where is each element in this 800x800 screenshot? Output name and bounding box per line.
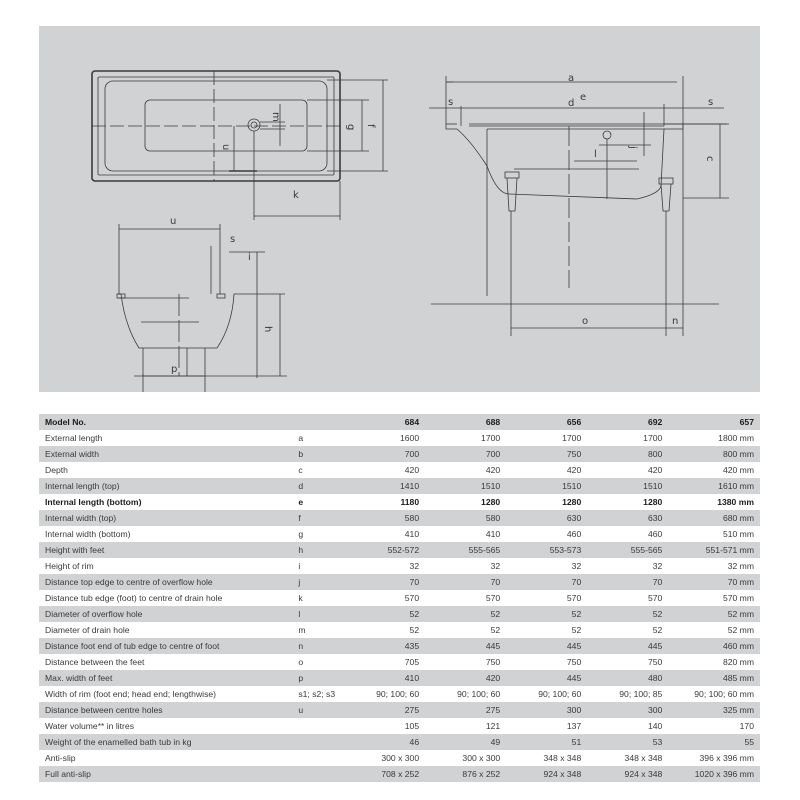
row-symbol: p — [294, 670, 360, 686]
header-label: Model No. — [39, 414, 294, 430]
dim-label-j: j — [627, 146, 638, 149]
row-value-model-1: 52 — [360, 606, 423, 622]
row-value-model-3: 52 — [571, 625, 582, 635]
row-value-model-5: 1610 mm — [666, 478, 760, 494]
row-value-model-3: 460 — [566, 529, 582, 539]
table-row — [39, 654, 760, 670]
row-label: External width — [39, 446, 294, 462]
row-symbol: h — [294, 542, 360, 558]
row-value-model-4: 1700 — [643, 433, 663, 443]
row-value-model-2: 1510 — [423, 478, 504, 494]
row-value-model-1: 46 — [360, 734, 423, 750]
dim-label-i: i — [248, 252, 251, 263]
row-symbol: j — [294, 574, 360, 590]
row-value-model-3: 924 x 348 — [504, 766, 585, 782]
dim-label-m: m — [270, 112, 281, 122]
row-label: Max. width of feet — [39, 670, 294, 686]
row-value-model-2: 275 — [423, 702, 504, 718]
row-value-model-5: 1020 x 396 mm — [666, 766, 760, 782]
row-value-model-4: 800 — [585, 446, 666, 462]
row-symbol: g — [298, 529, 304, 539]
bathtub-dimension-drawings — [39, 26, 760, 392]
row-value-model-5: 800 mm — [666, 446, 760, 462]
row-value-model-5: 90; 100; 60 mm — [694, 689, 754, 699]
dim-label-g: g — [345, 124, 356, 131]
row-value-model-1: 52 — [409, 625, 420, 635]
row-value-model-1: 90; 100; 60 — [376, 689, 420, 699]
row-value-model-1: 70 — [360, 574, 423, 590]
row-value-model-3: 1700 — [562, 433, 582, 443]
row-value-model-1: 410 — [360, 670, 423, 686]
row-value-model-5: 510 mm — [722, 529, 754, 539]
row-value-model-2: 32 — [490, 561, 501, 571]
row-value-model-2: 420 — [485, 465, 501, 475]
table-row — [39, 606, 760, 622]
dim-label-k: k — [293, 190, 299, 201]
row-value-model-4: 480 — [585, 670, 666, 686]
dim-label-o: o — [582, 316, 589, 327]
row-symbol: b — [294, 446, 360, 462]
row-value-model-4: 348 x 348 — [624, 753, 663, 763]
row-value-model-5: 52 mm — [727, 625, 754, 635]
table-row — [39, 446, 760, 462]
row-symbol: o — [298, 657, 304, 667]
row-label: Diameter of overflow hole — [39, 606, 294, 622]
table-row — [39, 510, 760, 526]
dim-label-l: l — [594, 149, 597, 160]
row-value-model-3: 630 — [504, 510, 585, 526]
row-symbol: n — [294, 638, 360, 654]
row-label: Internal width (top) — [39, 510, 294, 526]
row-value-model-3: 1510 — [504, 478, 585, 494]
table-row — [39, 494, 760, 510]
row-symbol: e — [298, 497, 304, 507]
row-value-model-5: 70 mm — [666, 574, 760, 590]
row-value-model-5: 170 — [739, 721, 754, 731]
row-value-model-1: 275 — [360, 702, 423, 718]
row-value-model-1: 705 — [404, 657, 420, 667]
row-value-model-4: 300 — [585, 702, 666, 718]
row-value-model-5: 52 mm — [666, 606, 760, 622]
header-model-3: 656 — [504, 414, 585, 430]
row-label: Anti-slip — [45, 753, 76, 763]
dim-label-p: p — [171, 364, 178, 375]
row-value-model-2: 700 — [423, 446, 504, 462]
table-row — [39, 750, 760, 766]
row-value-model-4: 460 — [647, 529, 663, 539]
table-row — [39, 638, 760, 654]
row-value-model-4: 70 — [585, 574, 666, 590]
row-value-model-2: 49 — [423, 734, 504, 750]
row-label: Internal length (top) — [39, 478, 294, 494]
row-value-model-5: 396 x 396 mm — [699, 753, 754, 763]
row-value-model-3: 445 — [504, 670, 585, 686]
row-value-model-3: 445 — [504, 638, 585, 654]
row-value-model-4: 1280 — [643, 497, 663, 507]
row-value-model-2: 70 — [423, 574, 504, 590]
specifications-table — [39, 414, 760, 782]
row-label: Distance foot end of tub edge to centre of foot — [39, 638, 294, 654]
row-label: Diameter of drain hole — [45, 625, 130, 635]
row-value-model-2: 121 — [485, 721, 501, 731]
row-value-model-2: 90; 100; 60 — [457, 689, 501, 699]
row-label: Height of rim — [45, 561, 94, 571]
row-value-model-2: 410 — [485, 529, 501, 539]
row-label: Water volume** in litres — [45, 721, 134, 731]
row-value-model-2: 1700 — [481, 433, 501, 443]
row-value-model-5: 55 — [666, 734, 760, 750]
dim-label-c: c — [704, 156, 715, 162]
table-row — [39, 462, 760, 478]
dim-label-s2: s — [448, 97, 454, 108]
row-symbol: s1; s2; s3 — [298, 689, 336, 699]
dim-label-a: a — [568, 73, 575, 84]
row-value-model-5: 1800 mm — [718, 433, 754, 443]
table-row — [39, 686, 760, 702]
row-value-model-3: 420 — [566, 465, 582, 475]
row-value-model-4: 630 — [585, 510, 666, 526]
row-value-model-2: 445 — [423, 638, 504, 654]
row-symbol: c — [298, 465, 303, 475]
row-value-model-5: 1380 mm — [717, 497, 754, 507]
row-value-model-4: 52 — [585, 606, 666, 622]
row-symbol: f — [294, 510, 360, 526]
row-value-model-5: 485 mm — [666, 670, 760, 686]
row-value-model-1: 105 — [404, 721, 420, 731]
header-model-4: 692 — [585, 414, 666, 430]
row-value-model-4: 924 x 348 — [585, 766, 666, 782]
table-row — [39, 478, 760, 494]
row-value-model-2: 750 — [485, 657, 501, 667]
dim-label-n: n — [672, 316, 679, 327]
row-value-model-2: 580 — [423, 510, 504, 526]
row-value-model-3: 137 — [566, 721, 582, 731]
row-label: Height with feet — [39, 542, 294, 558]
row-value-model-3: 750 — [504, 446, 585, 462]
row-value-model-4: 90; 100; 85 — [619, 689, 663, 699]
row-value-model-4: 52 — [652, 625, 663, 635]
row-value-model-4: 53 — [585, 734, 666, 750]
row-value-model-4: 420 — [647, 465, 663, 475]
dim-label-h: h — [262, 326, 273, 333]
row-value-model-3: 348 x 348 — [543, 753, 582, 763]
row-symbol: u — [294, 702, 360, 718]
row-value-model-2: 570 — [485, 593, 501, 603]
row-symbol: d — [294, 478, 360, 494]
row-symbol — [294, 718, 360, 734]
row-value-model-1: 420 — [404, 465, 420, 475]
row-value-model-3: 300 — [504, 702, 585, 718]
row-value-model-1: 435 — [360, 638, 423, 654]
row-value-model-4: 32 — [652, 561, 663, 571]
row-symbol: l — [294, 606, 360, 622]
row-label: Full anti-slip — [39, 766, 294, 782]
side-view-drawing — [429, 76, 729, 336]
table-row — [39, 430, 760, 446]
row-value-model-5: 680 mm — [666, 510, 760, 526]
row-label: Distance top edge to centre of overflow hole — [39, 574, 294, 590]
row-value-model-1: 300 x 300 — [381, 753, 420, 763]
end-view-drawing — [117, 224, 287, 392]
header-model-5: 657 — [666, 414, 760, 430]
dim-label-d: d — [568, 98, 575, 109]
row-value-model-3: 70 — [504, 574, 585, 590]
dim-label-e: e — [580, 92, 587, 103]
row-value-model-4: 555-565 — [585, 542, 666, 558]
row-value-model-2: 420 — [423, 670, 504, 686]
row-value-model-1: 1410 — [360, 478, 423, 494]
row-value-model-1: 580 — [360, 510, 423, 526]
row-label: Weight of the enamelled bath tub in kg — [39, 734, 294, 750]
row-symbol: k — [298, 593, 303, 603]
row-value-model-3: 553-573 — [504, 542, 585, 558]
row-value-model-5: 460 mm — [666, 638, 760, 654]
row-value-model-2: 52 — [423, 606, 504, 622]
row-label: Depth — [45, 465, 68, 475]
row-label: Distance tub edge (foot) to centre of drain hole — [45, 593, 223, 603]
row-symbol: i — [298, 561, 301, 571]
row-value-model-2: 300 x 300 — [462, 753, 501, 763]
table-row — [39, 766, 760, 782]
row-value-model-3: 51 — [504, 734, 585, 750]
row-value-model-4: 1510 — [585, 478, 666, 494]
row-value-model-5: 420 mm — [722, 465, 754, 475]
row-value-model-5: 325 mm — [666, 702, 760, 718]
row-value-model-3: 570 — [566, 593, 582, 603]
row-value-model-1: 1180 — [400, 497, 420, 507]
row-symbol — [294, 734, 360, 750]
row-value-model-4: 140 — [647, 721, 663, 731]
row-value-model-3: 52 — [504, 606, 585, 622]
row-value-model-5: 570 mm — [722, 593, 754, 603]
table-row — [39, 670, 760, 686]
table-row — [39, 622, 760, 638]
row-label: Internal width (bottom) — [45, 529, 131, 539]
header-model-2: 688 — [423, 414, 504, 430]
row-symbol — [294, 766, 360, 782]
row-symbol — [294, 750, 360, 766]
header-symbol — [294, 414, 360, 430]
row-value-model-3: 750 — [566, 657, 582, 667]
row-value-model-2: 555-565 — [423, 542, 504, 558]
table-row — [39, 734, 760, 750]
dim-label-f: f — [365, 124, 376, 128]
header-model-1: 684 — [360, 414, 423, 430]
dim-label-u-end: u — [170, 216, 177, 227]
row-value-model-1: 32 — [409, 561, 420, 571]
row-label: Distance between centre holes — [39, 702, 294, 718]
row-value-model-3: 90; 100; 60 — [538, 689, 582, 699]
row-value-model-1: 570 — [404, 593, 420, 603]
row-value-model-4: 570 — [647, 593, 663, 603]
row-value-model-2: 1280 — [481, 497, 501, 507]
dim-label-s1: s — [708, 97, 714, 108]
row-symbol: a — [298, 433, 304, 443]
technical-drawing-panel — [39, 26, 760, 392]
row-value-model-4: 750 — [647, 657, 663, 667]
row-label: External length — [45, 433, 103, 443]
row-value-model-5: 820 mm — [722, 657, 754, 667]
row-value-model-1: 700 — [360, 446, 423, 462]
table-row — [39, 558, 760, 574]
row-value-model-3: 1280 — [562, 497, 582, 507]
row-label: Width of rim (foot end; head end; lengthwise) — [45, 689, 217, 699]
row-symbol: m — [298, 625, 306, 635]
plan-view-drawing — [92, 71, 388, 220]
row-value-model-2: 52 — [490, 625, 501, 635]
table-row — [39, 526, 760, 542]
row-value-model-5: 32 mm — [727, 561, 754, 571]
row-label: Internal length (bottom) — [45, 497, 142, 507]
row-value-model-1: 552-572 — [360, 542, 423, 558]
dim-label-u: u — [220, 144, 231, 151]
row-value-model-1: 708 x 252 — [360, 766, 423, 782]
row-value-model-4: 445 — [585, 638, 666, 654]
row-value-model-1: 410 — [404, 529, 420, 539]
row-value-model-2: 876 x 252 — [423, 766, 504, 782]
table-row — [39, 542, 760, 558]
row-label: Distance between the feet — [45, 657, 145, 667]
row-value-model-1: 1600 — [399, 433, 420, 443]
row-value-model-5: 551-571 mm — [666, 542, 760, 558]
table-row — [39, 702, 760, 718]
table-row — [39, 718, 760, 734]
table-row — [39, 574, 760, 590]
table-header-row — [39, 414, 760, 430]
table-row — [39, 590, 760, 606]
dim-label-s3: s — [230, 234, 236, 245]
row-value-model-3: 32 — [571, 561, 582, 571]
